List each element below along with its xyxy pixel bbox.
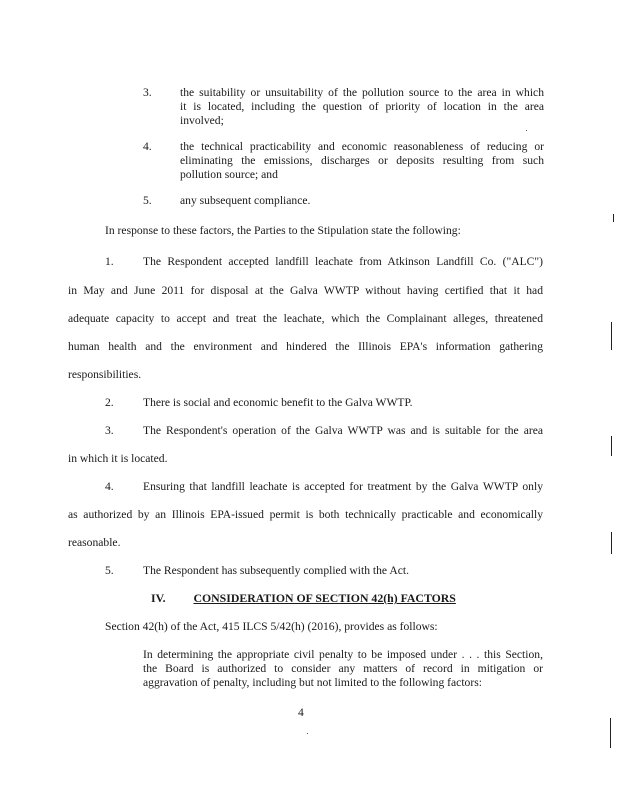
scan-speck	[526, 130, 527, 131]
response-4-line: reasonable.	[68, 536, 121, 549]
page-number: 4	[298, 706, 304, 719]
intro-sentence: In response to these factors, the Parties to the Stipulation state the following:	[105, 224, 461, 237]
factor-5-text	[180, 194, 544, 208]
response-1-line: in May and June 2011 for disposal at the Galva WWTP without having certified that it had	[68, 284, 543, 297]
section-heading	[151, 591, 456, 606]
scan-mark	[611, 322, 612, 350]
response-2-number: 2.	[105, 396, 114, 409]
section-intro: Section 42(h) of the Act, 415 ILCS 5/42(h) (2016), provides as follows:	[105, 620, 438, 633]
response-4-number: 4.	[105, 480, 114, 493]
response-4-line: Ensuring that landfill leachate is accepted for treatment by the Galva WWTP only	[143, 480, 543, 493]
quote-line: aggravation of penalty, including but not limited to the following factors:	[143, 676, 482, 689]
block-quote	[143, 648, 543, 690]
factor-4-number: 4.	[143, 140, 152, 153]
quote-line: the Board is authorized to consider any matters of record in mitigation or	[143, 662, 543, 675]
factor-4-line: the technical practicability and economic reasonableness of reducing or	[180, 140, 544, 153]
section-title: CONSIDERATION OF SECTION 42(h) FACTORS	[193, 591, 456, 605]
response-1-number: 1.	[105, 255, 114, 268]
response-1-line: human health and the environment and hindered the Illinois EPA's information gathering	[68, 340, 543, 353]
response-3-line: in which it is located.	[68, 452, 168, 465]
factor-5-number: 5.	[143, 194, 152, 207]
factor-4-line: pollution source; and	[180, 168, 278, 181]
factor-4-line: eliminating the emissions, discharges or deposits resulting from such	[180, 154, 544, 167]
factor-3-number: 3.	[143, 86, 152, 99]
scan-mark	[611, 532, 612, 554]
scan-mark	[610, 718, 611, 748]
factor-3-text	[180, 86, 544, 128]
response-1-line: The Respondent accepted landfill leachate from Atkinson Landfill Co. ("ALC")	[143, 255, 543, 268]
factor-5-line: any subsequent compliance.	[180, 194, 311, 207]
response-1-line: adequate capacity to accept and treat the leachate, which the Complainant alleges, threatened	[68, 312, 543, 325]
scan-mark	[613, 214, 614, 222]
section-number: IV.	[151, 591, 166, 605]
scan-speck	[307, 733, 308, 734]
factor-3-line: the suitability or unsuitability of the pollution source to the area in which	[180, 86, 544, 99]
response-1-line: responsibilities.	[68, 368, 142, 381]
response-5-number: 5.	[105, 564, 114, 577]
response-3-number: 3.	[105, 424, 114, 437]
scan-mark	[611, 436, 612, 456]
quote-line: In determining the appropriate civil penalty to be imposed under . . . this Section,	[143, 648, 543, 661]
factor-4-text	[180, 140, 544, 182]
factor-3-line: it is located, including the question of priority of location in the area	[180, 100, 544, 113]
factor-3-line: involved;	[180, 114, 224, 127]
response-3-line: The Respondent's operation of the Galva WWTP was and is suitable for the area	[143, 424, 543, 437]
response-5-line: The Respondent has subsequently complied with the Act.	[143, 564, 409, 577]
response-2-line: There is social and economic benefit to the Galva WWTP.	[143, 396, 413, 409]
response-4-line: as authorized by an Illinois EPA-issued permit is both technically practicable and economically	[68, 508, 543, 521]
